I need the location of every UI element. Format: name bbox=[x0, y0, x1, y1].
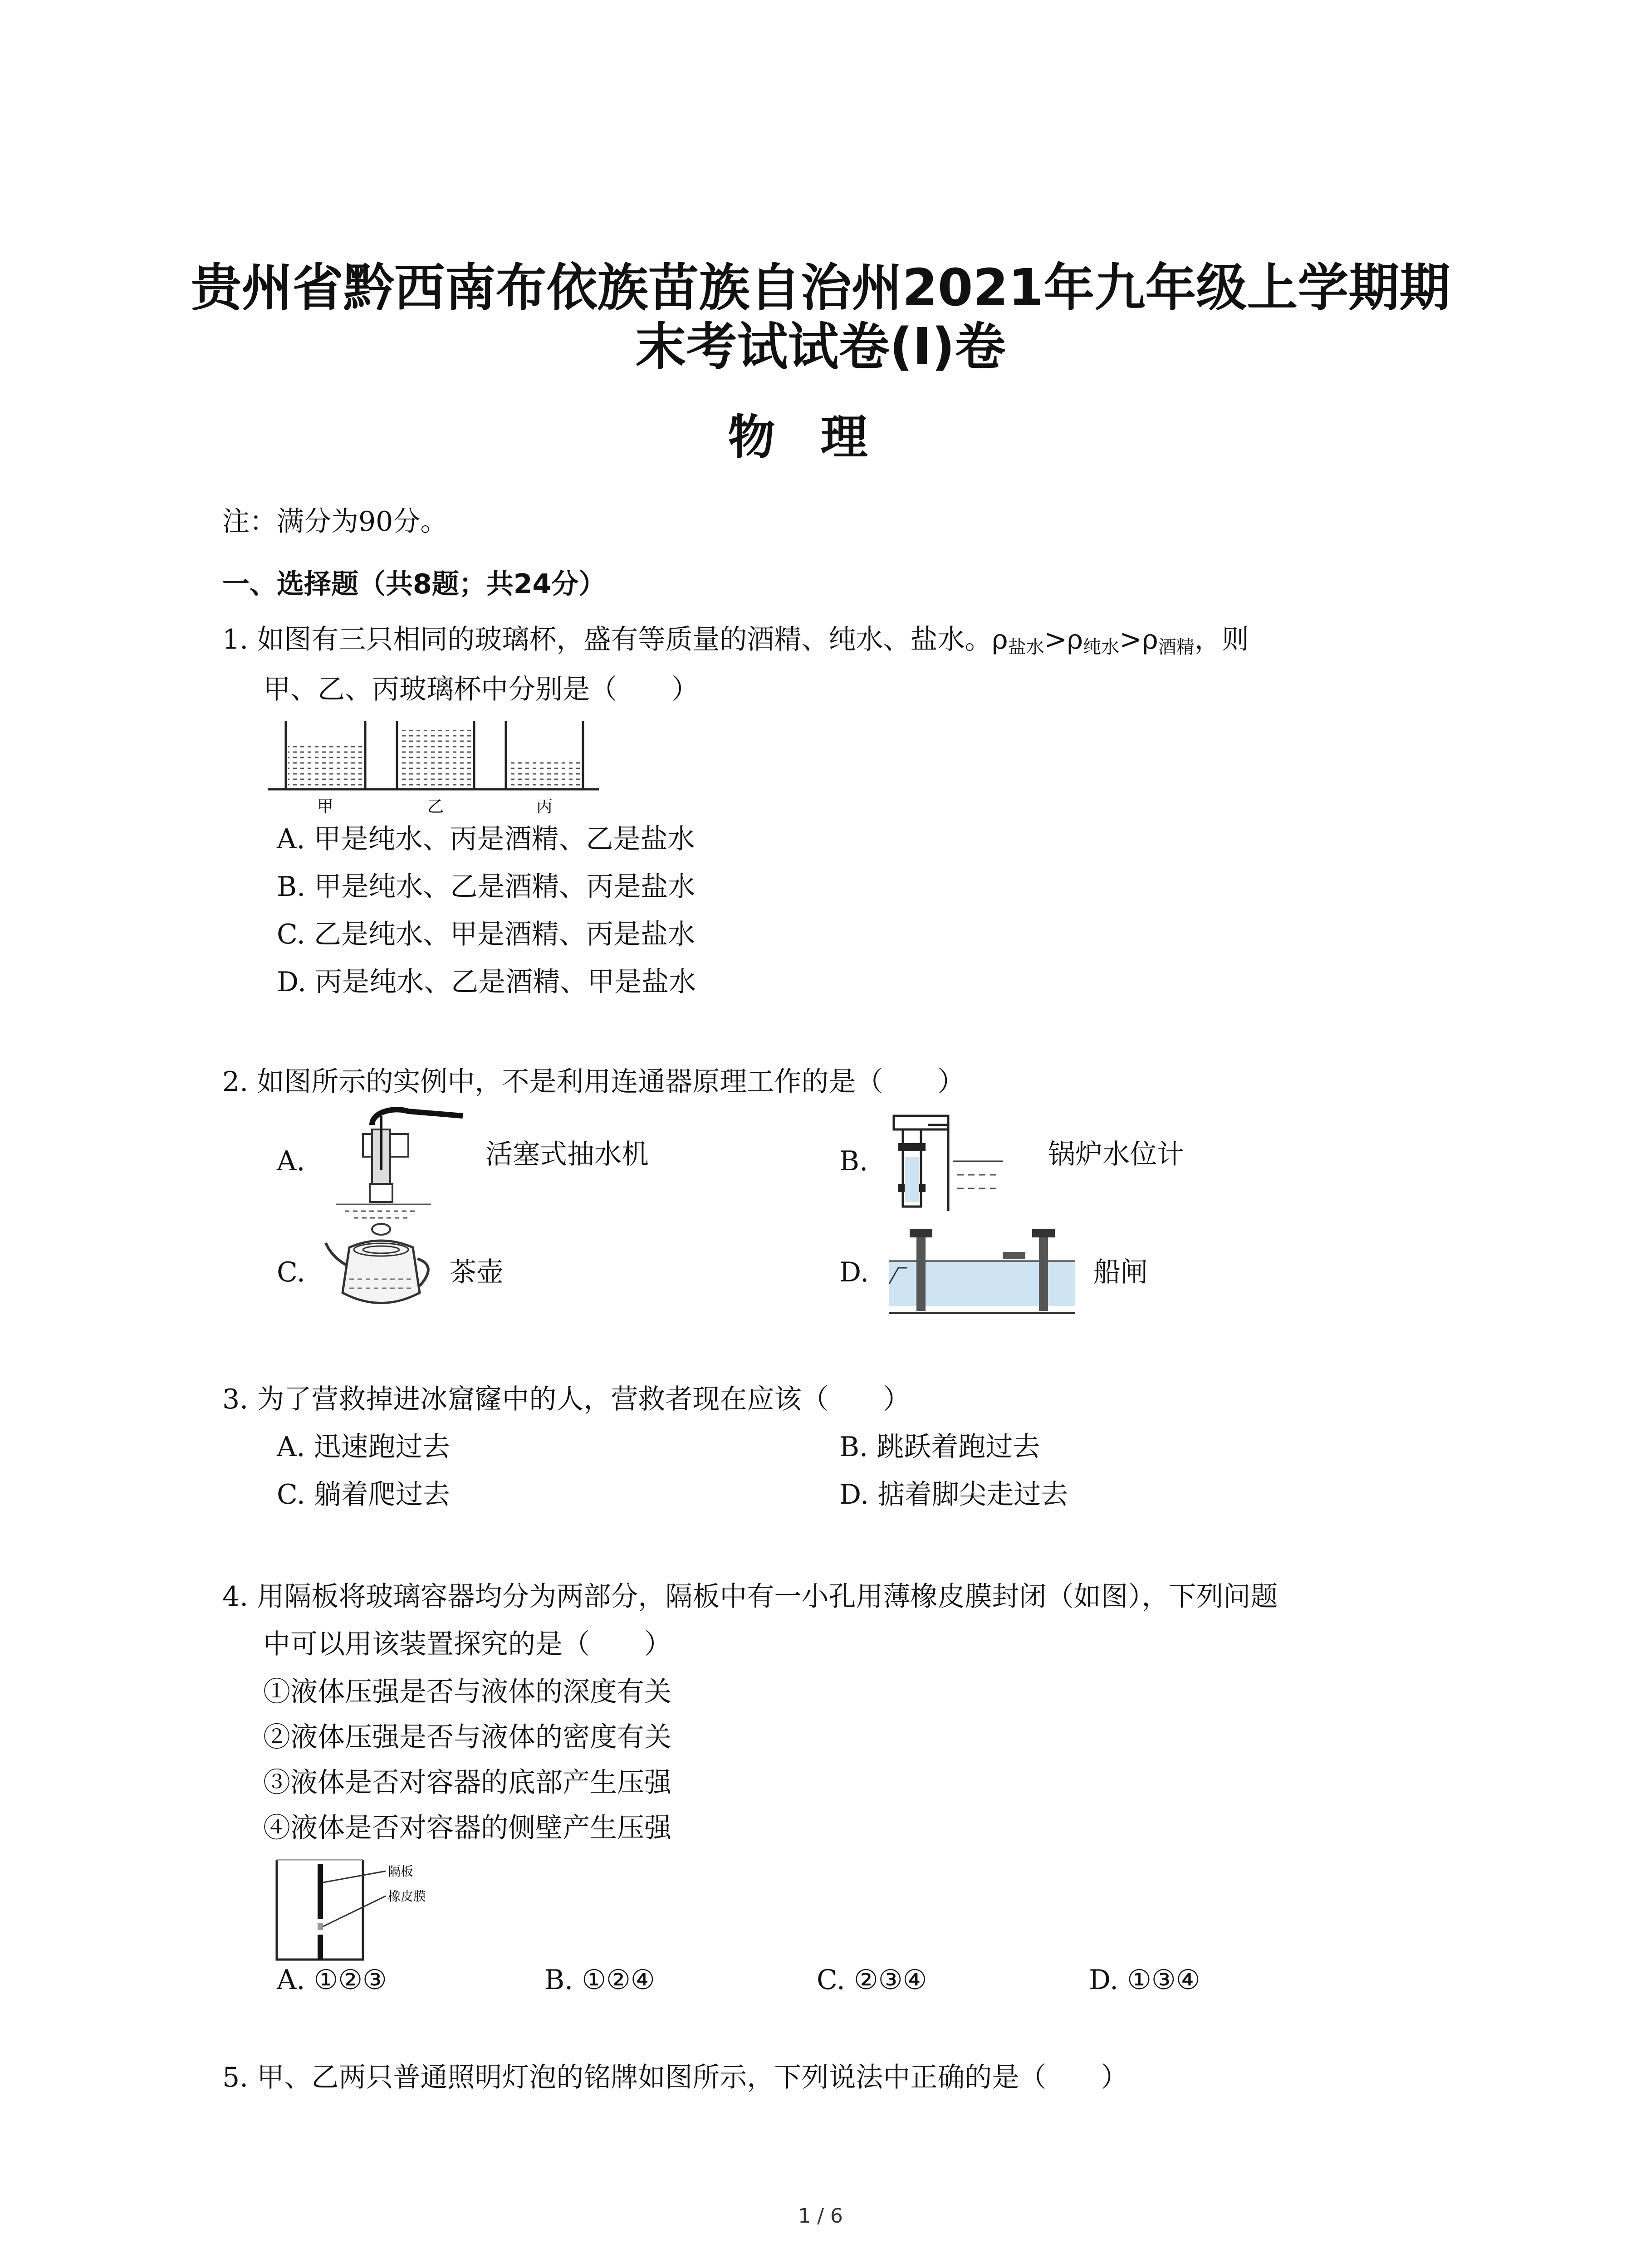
rho-symbol: ρ bbox=[992, 624, 1008, 655]
three-glass-cups-figure bbox=[263, 717, 608, 816]
cup-bing bbox=[506, 721, 583, 789]
q3-option-a[interactable]: A. 迅速跑过去 bbox=[277, 1431, 450, 1463]
subscript-pure-water: 纯水 bbox=[1083, 637, 1120, 658]
greater-than-sign: > bbox=[1119, 624, 1142, 655]
q1-stem-end: ，则 bbox=[1194, 624, 1249, 655]
cup-yi bbox=[397, 721, 474, 789]
boiler-water-gauge-figure bbox=[885, 1107, 1021, 1216]
rubber-membrane-label: 橡皮膜 bbox=[388, 1889, 426, 1904]
q4-item-4: ④液体是否对容器的侧壁产生压强 bbox=[263, 1812, 671, 1844]
exam-title-line1: 贵州省黔西南布依族苗族自治州2021年九年级上学期期 bbox=[191, 259, 1450, 318]
q1-stem-line1 bbox=[222, 621, 1249, 665]
q3-option-d[interactable]: D. 掂着脚尖走过去 bbox=[839, 1479, 1068, 1510]
rho-symbol: ρ bbox=[1067, 624, 1083, 655]
piston-pump-figure bbox=[318, 1102, 467, 1220]
q1-option-b[interactable]: B. 甲是纯水、乙是酒精、丙是盐水 bbox=[277, 871, 696, 903]
q3-stem: 3. 为了营救掉进冰窟窿中的人，营救者现在应该（ ） bbox=[222, 1383, 911, 1415]
subscript-salt-water: 盐水 bbox=[1008, 637, 1044, 658]
q4-item-3: ③液体是否对容器的底部产生压强 bbox=[263, 1767, 671, 1799]
q2-option-d-letter[interactable]: D. bbox=[839, 1256, 869, 1288]
exam-title-line2: 末考试试卷(I)卷 bbox=[635, 318, 1006, 376]
q4-item-2: ②液体压强是否与液体的密度有关 bbox=[263, 1721, 671, 1753]
q4-option-c[interactable]: C. ②③④ bbox=[817, 1964, 927, 1996]
subscript-alcohol: 酒精 bbox=[1158, 637, 1195, 658]
page-number: 1 / 6 bbox=[798, 2204, 843, 2228]
q1-option-d[interactable]: D. 丙是纯水、乙是酒精、甲是盐水 bbox=[277, 966, 696, 998]
q3-option-b[interactable]: B. 跳跃着跑过去 bbox=[839, 1431, 1040, 1463]
q4-stem-line1: 4. 用隔板将玻璃容器均分为两部分，隔板中有一小孔用薄橡皮膜封闭（如图），下列问题 bbox=[222, 1581, 1278, 1613]
teapot-figure bbox=[322, 1216, 440, 1320]
partition-label: 隔板 bbox=[388, 1864, 414, 1879]
q2-option-d-label[interactable]: 船闸 bbox=[1093, 1256, 1148, 1288]
q5-stem: 5. 甲、乙两只普通照明灯泡的铭牌如图所示，下列说法中正确的是（ ） bbox=[222, 2062, 1128, 2093]
q3-option-c[interactable]: C. 躺着爬过去 bbox=[277, 1479, 450, 1510]
score-note: 注：满分为90分。 bbox=[222, 506, 448, 538]
q2-option-c-letter[interactable]: C. bbox=[277, 1256, 305, 1288]
q4-stem-line2: 中可以用该装置探究的是（ ） bbox=[263, 1628, 671, 1660]
q4-option-b[interactable]: B. ①②④ bbox=[544, 1964, 655, 1996]
q2-option-c-label[interactable]: 茶壶 bbox=[449, 1256, 504, 1288]
q1-option-c[interactable]: C. 乙是纯水、甲是酒精、丙是盐水 bbox=[277, 919, 695, 950]
q1-stem-line2: 甲、乙、丙玻璃杯中分别是（ ） bbox=[263, 674, 699, 705]
ship-lock-figure bbox=[889, 1225, 1080, 1315]
cup-label-jia: 甲 bbox=[317, 797, 334, 816]
q1-option-a[interactable]: A. 甲是纯水、丙是酒精、乙是盐水 bbox=[277, 823, 695, 855]
q1-stem-text: 1. 如图有三只相同的玻璃杯，盛有等质量的酒精、纯水、盐水。 bbox=[222, 624, 992, 655]
partition-container-figure bbox=[268, 1855, 476, 1964]
cup-label-bing: 丙 bbox=[536, 797, 553, 816]
q2-option-a-label[interactable]: 活塞式抽水机 bbox=[485, 1139, 649, 1170]
q2-stem: 2. 如图所示的实例中，不是利用连通器原理工作的是（ ） bbox=[222, 1066, 965, 1098]
q2-option-b-letter[interactable]: B. bbox=[839, 1145, 868, 1177]
greater-than-sign: > bbox=[1044, 624, 1067, 655]
q2-option-a-letter[interactable]: A. bbox=[277, 1145, 305, 1177]
q2-option-b-label[interactable]: 锅炉水位计 bbox=[1048, 1139, 1184, 1170]
section-heading: 一、选择题（共8题；共24分） bbox=[222, 568, 606, 600]
rho-symbol: ρ bbox=[1142, 624, 1158, 655]
cup-jia bbox=[286, 721, 365, 789]
q4-item-1: ①液体压强是否与液体的深度有关 bbox=[263, 1676, 671, 1708]
q4-option-a[interactable]: A. ①②③ bbox=[277, 1964, 387, 1996]
subject-title: 物理 bbox=[728, 410, 913, 465]
cup-label-yi: 乙 bbox=[427, 797, 444, 816]
q4-option-d[interactable]: D. ①③④ bbox=[1089, 1964, 1200, 1996]
